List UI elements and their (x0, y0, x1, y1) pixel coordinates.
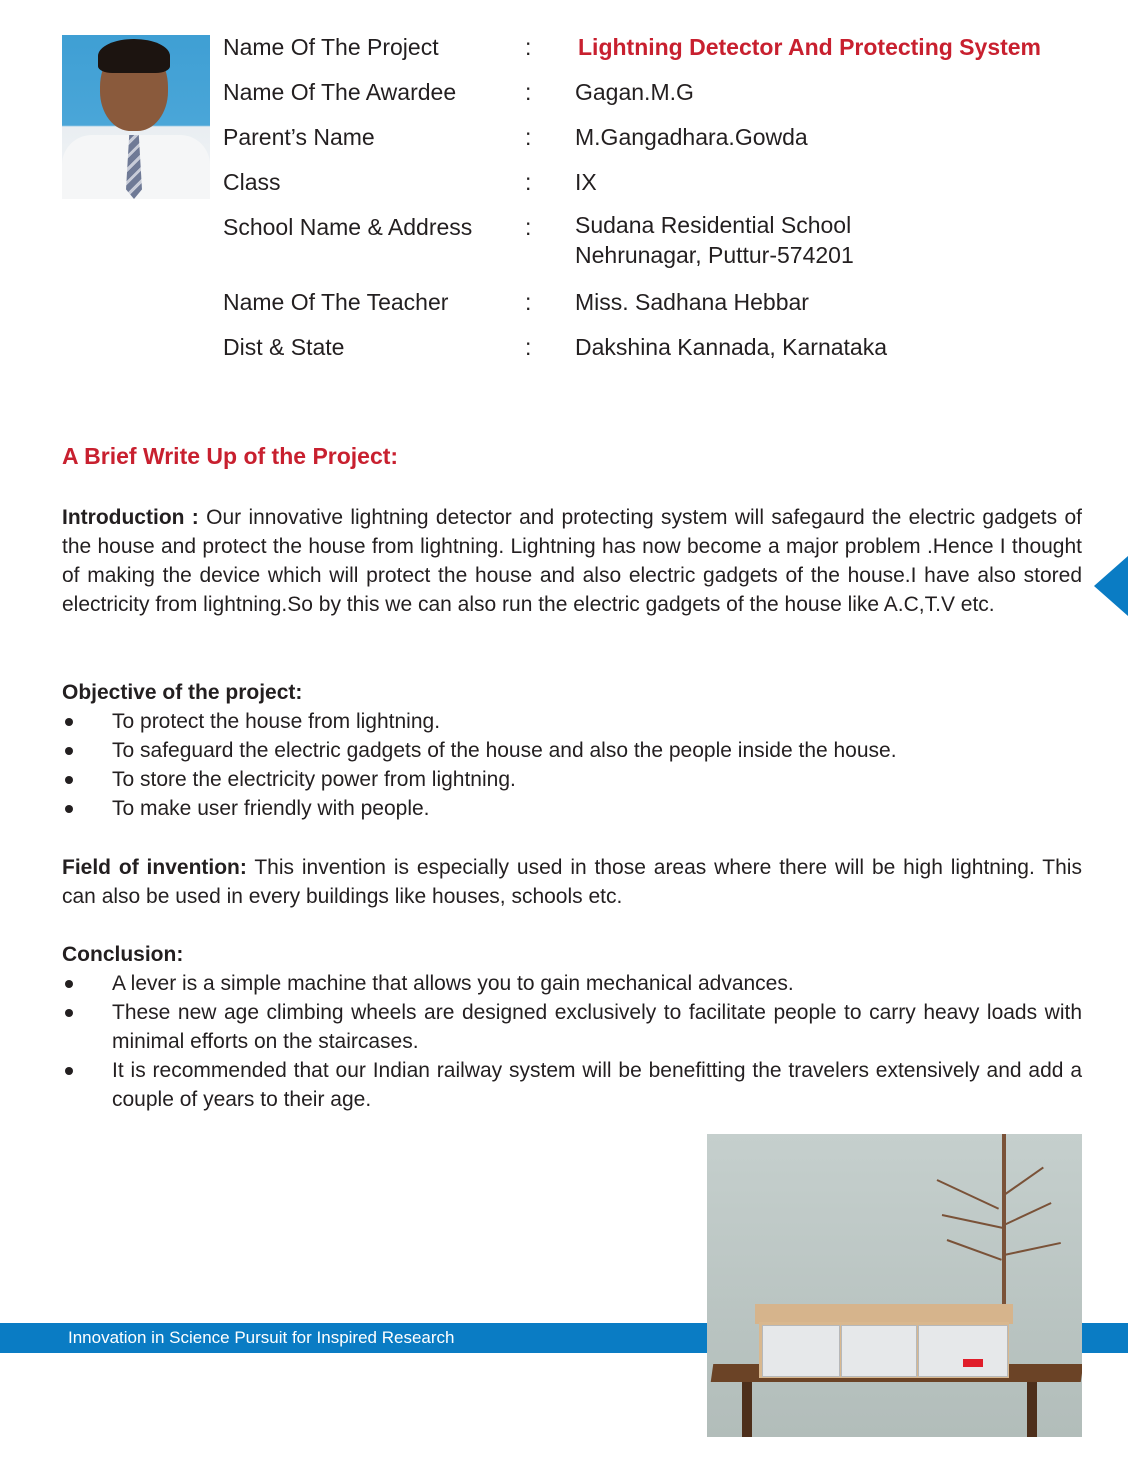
list-item (62, 736, 1082, 765)
photo-device-panel (918, 1325, 1008, 1377)
info-label: School Name & Address (223, 214, 473, 240)
introduction-paragraph (62, 503, 1082, 619)
info-colon: : (525, 289, 532, 315)
project-photo (707, 1134, 1082, 1437)
introduction-text: Our innovative lightning detector and protecting system will safegaurd the electric gadgets of the house and protect the house from lightning. Lightning has now become a major problem .Hence I thought of making the device which will protect the house and also electric gadgets of the house.I have also stored electricity from lightning.So by this we can also run the electric gadgets of the house like A.C,T.V etc. (62, 506, 1082, 616)
list-item-text: To protect the house from lightning. (112, 710, 441, 733)
photo-device-panel (841, 1325, 917, 1377)
list-item-text: These new age climbing wheels are designed exclusively to facilitate people to carry heavy loads with minimal efforts on the staircases. (112, 1001, 1082, 1053)
list-item-text: To store the electricity power from lightning. (112, 768, 516, 791)
class-value: IX (575, 169, 597, 195)
bullet-icon (65, 1009, 73, 1017)
objective-heading: Objective of the project: (62, 681, 303, 704)
bullet-icon (65, 718, 73, 726)
info-label: Dist & State (223, 334, 345, 360)
info-label: Name Of The Teacher (223, 289, 449, 315)
list-item-text: To make user friendly with people. (112, 797, 430, 820)
photo-device-panel (762, 1325, 840, 1377)
conclusion-section (62, 940, 1082, 1114)
list-item (62, 1056, 1082, 1114)
info-label: Class (223, 169, 281, 195)
list-item-text: It is recommended that our Indian railway system will be benefitting the travelers extensively and add a couple of years to their age. (112, 1059, 1082, 1111)
info-colon: : (525, 334, 532, 360)
writeup-title: A Brief Write Up of the Project: (62, 443, 399, 469)
objective-section (62, 678, 1082, 823)
list-item (62, 969, 1082, 998)
bullet-icon (65, 980, 73, 988)
awardee-name: Gagan.M.G (575, 79, 694, 105)
photo-table-leg (742, 1382, 752, 1437)
objective-list (62, 707, 1082, 823)
list-item-text: A lever is a simple machine that allows you to gain mechanical advances. (112, 972, 794, 995)
bullet-icon (65, 805, 73, 813)
teacher-name: Miss. Sadhana Hebbar (575, 289, 809, 315)
introduction-heading: Introduction : (62, 506, 199, 529)
conclusion-heading: Conclusion: (62, 943, 184, 966)
list-item (62, 998, 1082, 1056)
district-state: Dakshina Kannada, Karnataka (575, 334, 887, 360)
project-name: Lightning Detector And Protecting System (578, 34, 1042, 60)
list-item (62, 794, 1082, 823)
info-colon: : (525, 169, 532, 195)
bullet-icon (65, 747, 73, 755)
field-of-invention-paragraph (62, 853, 1082, 911)
info-colon: : (525, 124, 532, 150)
field-text: This invention is especially used in those areas where there will be high lightning. This can also be used in every buildings like houses, schools etc. (62, 856, 1082, 908)
photo-device-top (755, 1304, 1013, 1324)
photo-hair (98, 39, 170, 73)
info-label: Name Of The Awardee (223, 79, 457, 105)
info-label: Parent’s Name (223, 124, 375, 150)
photo-table-leg (1027, 1382, 1037, 1437)
school-address (575, 210, 854, 270)
bullet-icon (65, 776, 73, 784)
parent-name: M.Gangadhara.Gowda (575, 124, 808, 150)
list-item-text: To safeguard the electric gadgets of the house and also the people inside the house. (112, 739, 897, 762)
footer-tagline: Innovation in Science Pursuit for Inspired Research (68, 1328, 455, 1347)
school-address-line: Nehrunagar, Puttur-574201 (575, 242, 854, 268)
list-item (62, 707, 1082, 736)
info-label: Name Of The Project (223, 34, 439, 60)
photo-device-indicator (963, 1359, 983, 1367)
info-colon: : (525, 79, 532, 105)
awardee-photo (62, 35, 210, 199)
conclusion-list (62, 969, 1082, 1114)
list-item (62, 765, 1082, 794)
info-colon: : (525, 214, 532, 240)
info-colon: : (525, 34, 532, 60)
page-tab-arrow-icon (1094, 556, 1128, 616)
field-heading: Field of invention: (62, 856, 247, 879)
bullet-icon (65, 1067, 73, 1075)
school-name: Sudana Residential School (575, 212, 852, 238)
